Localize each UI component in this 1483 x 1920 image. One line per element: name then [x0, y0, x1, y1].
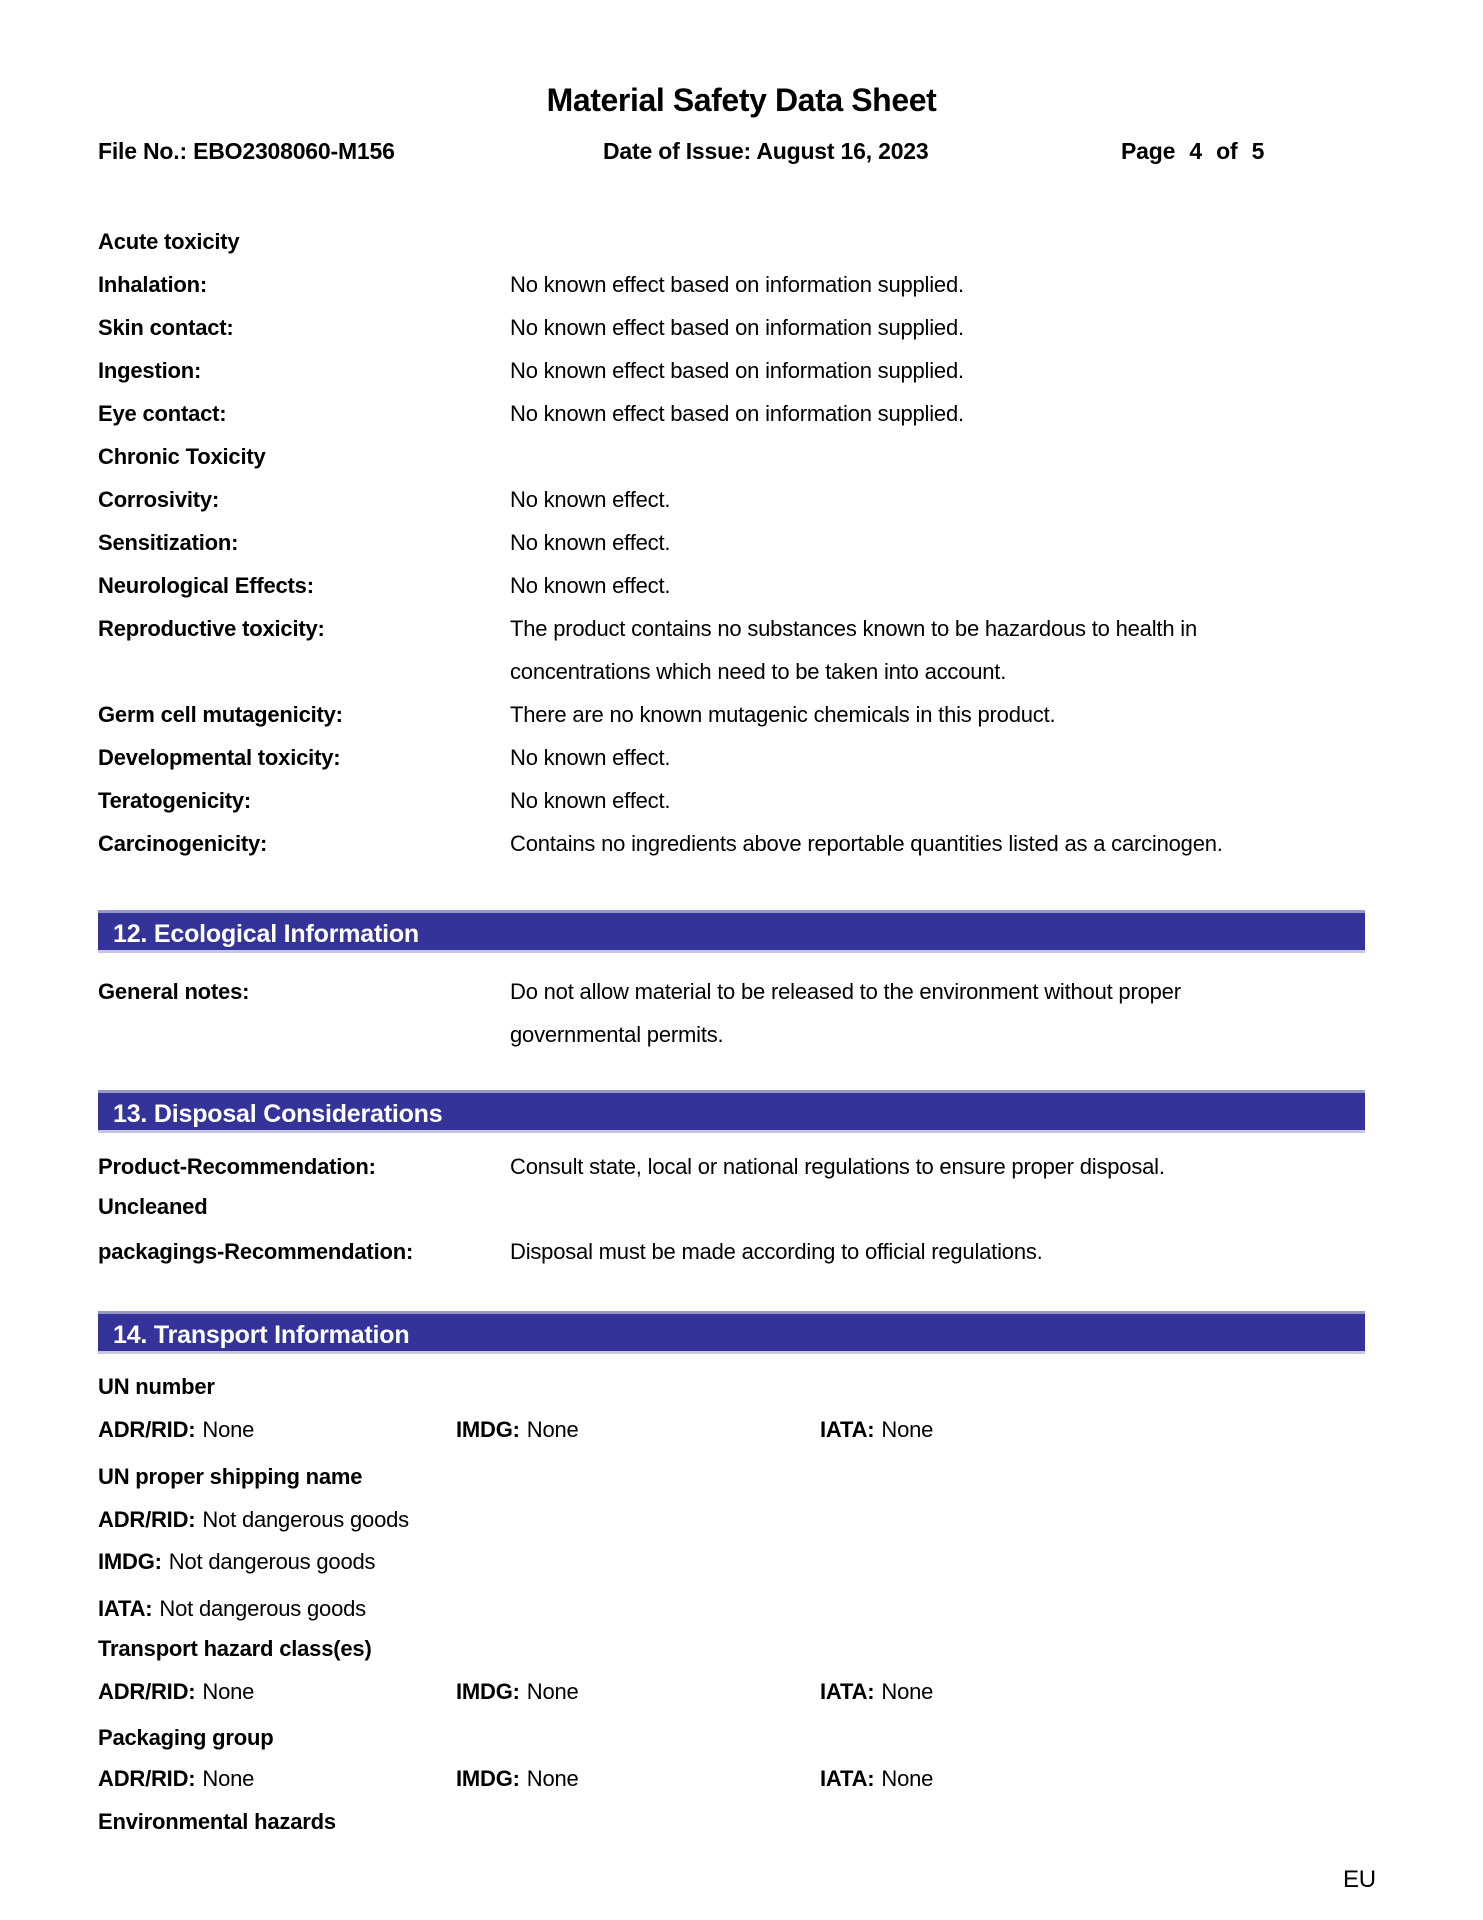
tox-row-neurological	[98, 572, 1383, 602]
packagings-recommendation-row	[98, 1238, 1383, 1268]
tox-row-developmental	[98, 744, 1383, 774]
adr-rid-field: ADR/RID: None	[98, 1417, 255, 1442]
general-notes-label: General notes:	[98, 979, 250, 1004]
tox-label: Sensitization:	[98, 530, 239, 555]
general-notes-row-line2	[98, 1021, 1383, 1051]
section-14-header-bar: 14. Transport Information	[98, 1311, 1365, 1354]
product-recommendation-label: Product-Recommendation:	[98, 1154, 376, 1179]
tox-row-corrosivity	[98, 486, 1383, 516]
tox-label: Inhalation:	[98, 272, 208, 297]
tox-label: Reproductive toxicity:	[98, 616, 325, 641]
imdg-field: IMDG: None	[456, 1766, 579, 1791]
shipping-iata-row	[98, 1595, 1383, 1625]
tox-row-acute	[98, 228, 1383, 258]
tox-row-reproductive	[98, 615, 1383, 645]
tox-label: Developmental toxicity:	[98, 745, 341, 770]
general-notes-row	[98, 978, 1383, 1008]
packaging-group-values-row	[98, 1765, 1383, 1795]
adr-rid-field: ADR/RID: None	[98, 1766, 255, 1791]
tox-row-skin	[98, 314, 1383, 344]
tox-label: Germ cell mutagenicity:	[98, 702, 343, 727]
tox-value-continued: concentrations which need to be taken into account.	[510, 659, 1007, 684]
environmental-hazards-label: Environmental hazards	[98, 1809, 336, 1834]
hazard-class-label: Transport hazard class(es)	[98, 1636, 372, 1661]
tox-value: Contains no ingredients above reportable quantities listed as a carcinogen.	[510, 831, 1223, 856]
tox-label: Skin contact:	[98, 315, 234, 340]
tox-row-mutagenicity	[98, 701, 1383, 731]
file-number: File No.: EBO2308060-M156	[98, 138, 395, 164]
tox-value: No known effect.	[510, 530, 671, 555]
tox-row-eye	[98, 400, 1383, 430]
tox-value: No known effect.	[510, 573, 671, 598]
shipping-adr-row	[98, 1506, 1383, 1536]
tox-label: Chronic Toxicity	[98, 444, 266, 469]
page-title: Material Safety Data Sheet	[546, 82, 937, 118]
uncleaned-row	[98, 1193, 1383, 1223]
un-proper-shipping-name-heading	[98, 1463, 1383, 1493]
un-number-values-row	[98, 1416, 1383, 1446]
tox-value: No known effect.	[510, 745, 671, 770]
packagings-recommendation-value: Disposal must be made according to official regulations.	[510, 1239, 1043, 1264]
tox-row-inhalation	[98, 271, 1383, 301]
shipping-name-label: UN proper shipping name	[98, 1464, 363, 1489]
footer-region-marker: EU	[1343, 1866, 1376, 1893]
product-recommendation-row	[98, 1153, 1383, 1183]
tox-row-ingestion	[98, 357, 1383, 387]
uncleaned-label: Uncleaned	[98, 1194, 208, 1219]
packaging-group-label: Packaging group	[98, 1725, 274, 1750]
tox-label: Ingestion:	[98, 358, 202, 383]
general-notes-value: Do not allow material to be released to the environment without proper	[510, 979, 1181, 1004]
imdg-field: IMDG: Not dangerous goods	[98, 1549, 376, 1574]
tox-label: Neurological Effects:	[98, 573, 314, 598]
packaging-group-heading	[98, 1724, 1383, 1754]
environmental-hazards-heading	[98, 1808, 1383, 1838]
tox-value: The product contains no substances known to be hazardous to health in	[510, 616, 1197, 641]
tox-value: No known effect based on information supplied.	[510, 401, 964, 426]
hazard-class-values-row	[98, 1678, 1383, 1708]
un-number-label: UN number	[98, 1374, 215, 1399]
transport-hazard-class-heading	[98, 1635, 1383, 1665]
general-notes-value-continued: governmental permits.	[510, 1022, 724, 1047]
iata-field: IATA: Not dangerous goods	[98, 1596, 366, 1621]
imdg-field: IMDG: None	[456, 1417, 579, 1442]
adr-rid-field: ADR/RID: Not dangerous goods	[98, 1507, 409, 1532]
iata-field: IATA: None	[820, 1417, 934, 1442]
section-12-header-bar: 12. Ecological Information	[98, 910, 1365, 953]
tox-value: No known effect.	[510, 788, 671, 813]
tox-value: There are no known mutagenic chemicals in this product.	[510, 702, 1056, 727]
tox-label: Acute toxicity	[98, 229, 240, 254]
tox-label: Corrosivity:	[98, 487, 220, 512]
tox-label: Teratogenicity:	[98, 788, 252, 813]
tox-row-sensitization	[98, 529, 1383, 559]
section-13-header-bar: 13. Disposal Considerations	[98, 1090, 1365, 1133]
tox-label: Carcinogenicity:	[98, 831, 268, 856]
tox-row-carcinogenicity	[98, 830, 1383, 860]
packagings-recommendation-label: packagings-Recommendation:	[98, 1239, 414, 1264]
tox-value: No known effect.	[510, 487, 671, 512]
adr-rid-field: ADR/RID: None	[98, 1679, 255, 1704]
tox-label: Eye contact:	[98, 401, 227, 426]
product-recommendation-value: Consult state, local or national regulations to ensure proper disposal.	[510, 1154, 1165, 1179]
shipping-imdg-row	[98, 1548, 1383, 1578]
iata-field: IATA: None	[820, 1679, 934, 1704]
iata-field: IATA: None	[820, 1766, 934, 1791]
tox-row-chronic	[98, 443, 1383, 473]
imdg-field: IMDG: None	[456, 1679, 579, 1704]
tox-value: No known effect based on information supplied.	[510, 272, 964, 297]
tox-value: No known effect based on information supplied.	[510, 358, 964, 383]
tox-row-reproductive-line2	[98, 658, 1383, 688]
tox-value: No known effect based on information supplied.	[510, 315, 964, 340]
un-number-heading	[98, 1373, 1383, 1403]
page-indicator: Page 4 of 5	[1121, 138, 1265, 164]
date-of-issue: Date of Issue: August 16, 2023	[603, 138, 929, 164]
tox-row-teratogenicity	[98, 787, 1383, 817]
